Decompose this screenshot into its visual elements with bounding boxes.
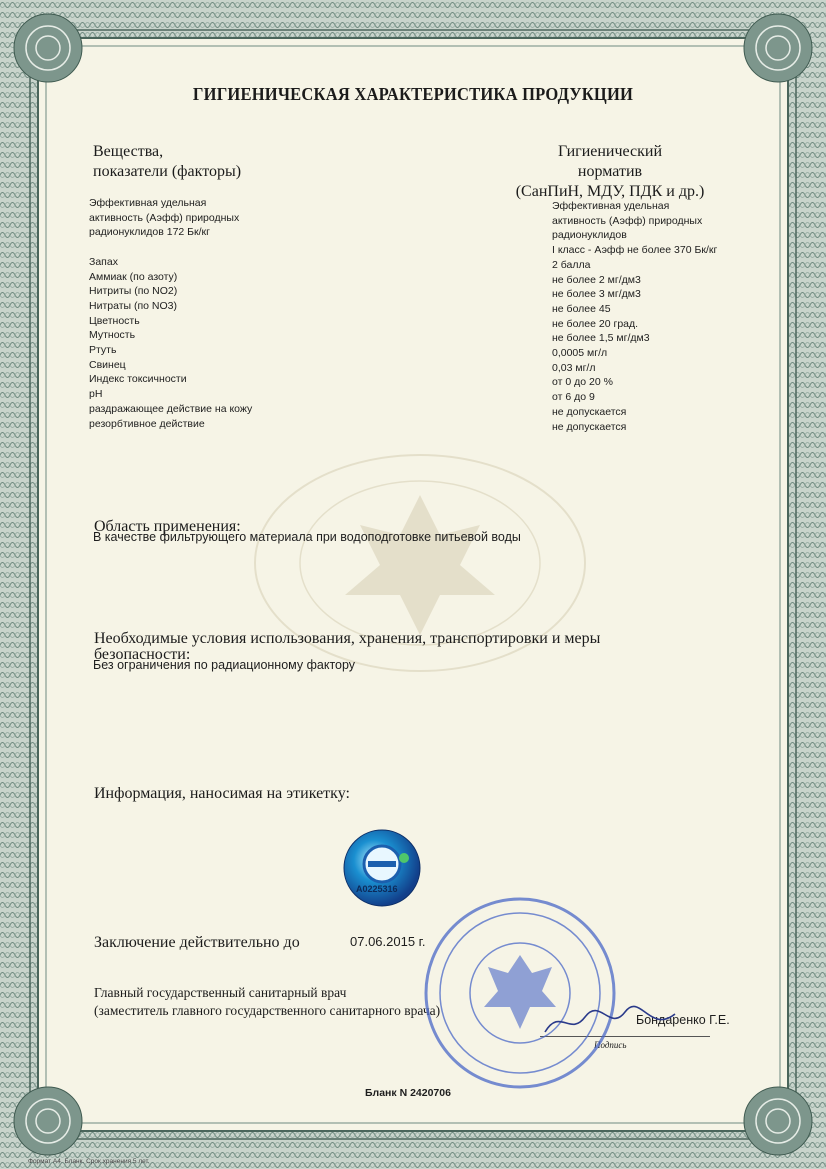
factor-item: Запах — [89, 255, 118, 268]
norms-list — [552, 199, 717, 434]
document-title: ГИГИЕНИЧЕСКАЯ ХАРАКТЕРИСТИКА ПРОДУКЦИИ — [192, 84, 634, 104]
factor-item: Ртуть — [89, 344, 117, 357]
factor-item: Мутность — [89, 329, 136, 342]
validity-label: Заключение действительно до — [94, 934, 300, 951]
norm-item: от 6 до 9 — [552, 391, 595, 404]
norm-item: не более 20 град. — [552, 317, 639, 330]
factors-list — [89, 196, 252, 431]
norm-item: 0,0005 мг/л — [552, 347, 608, 360]
validity-date: 07.06.2015 г. — [350, 934, 426, 949]
factors-header — [93, 142, 241, 182]
factor-item: Эффективная удельная — [89, 197, 207, 209]
factor-item — [89, 240, 252, 255]
factor-item: Индекс токсичности — [89, 373, 187, 386]
official-title: Главный государственный санитарный врач — [94, 985, 347, 1000]
form-number: Бланк N 2420706 — [365, 1087, 451, 1099]
norm-item: радионуклидов — [552, 229, 627, 242]
norm-item: не более 2 мг/дм3 — [552, 273, 641, 286]
norm-item: 2 балла — [552, 258, 591, 271]
hologram-code: A0225316 — [356, 884, 398, 894]
signer-name: Бондаренко Г.Е. — [636, 1013, 730, 1027]
factor-item: активность (Аэфф) природных — [89, 211, 240, 224]
norms-header-line: (СанПиН, МДУ, ПДК и др.) — [515, 183, 705, 200]
norm-item: I класс - Аэфф не более 370 Бк/кг — [552, 244, 718, 257]
signature-caption: Подпись — [594, 1040, 627, 1050]
conditions-text: Без ограничения по радиационному фактору — [93, 658, 356, 672]
factor-item: Свинец — [89, 358, 126, 371]
official-stamp — [422, 895, 618, 1091]
conditions-heading-continued: безопасности: — [94, 646, 191, 663]
norms-header — [490, 142, 730, 202]
factor-item: Цветность — [89, 314, 140, 327]
application-heading: Область применения: — [94, 518, 241, 535]
footer-note: Формат А4. Бланк. Срок хранения 5 лет. — [28, 1158, 150, 1165]
factor-item: резорбтивное действие — [89, 417, 205, 430]
application-text: В качестве фильтрующего материала при водоподготовке питьевой воды — [93, 530, 521, 544]
norm-item: не допускается — [552, 420, 627, 433]
norm-item: от 0 до 20 % — [552, 376, 613, 389]
factor-item: Нитраты (по NO3) — [89, 299, 178, 312]
norm-item: не более 45 — [552, 302, 611, 315]
factor-item: pH — [89, 388, 103, 401]
norm-item: 0,03 мг/л — [552, 361, 596, 374]
norm-item: активность (Аэфф) природных — [552, 214, 703, 227]
norms-header-line: Гигиенический — [557, 143, 663, 160]
hologram-sticker — [338, 828, 426, 908]
norm-item: не более 1,5 мг/дм3 — [552, 332, 650, 345]
norm-item: не допускается — [552, 405, 627, 418]
factor-item: Аммиак (по азоту) — [89, 270, 178, 283]
official-subtitle: (заместитель главного государственного санитарного врача) — [94, 1003, 441, 1018]
factor-item: раздражающее действие на кожу — [89, 402, 253, 415]
factor-item: радионуклидов 172 Бк/кг — [89, 226, 210, 239]
factors-header-line: Вещества, — [93, 143, 164, 160]
label-info-heading: Информация, наносимая на этикетку: — [94, 785, 350, 802]
norm-item: Эффективная удельная — [552, 200, 670, 212]
factors-header-line: показатели (факторы) — [93, 163, 242, 180]
factor-item: Нитриты (по NO2) — [89, 285, 178, 298]
conditions-heading: Необходимые условия использования, хранения, транспортировки и меры — [94, 630, 601, 647]
norms-header-line: норматив — [577, 163, 643, 180]
handwritten-signature — [540, 1002, 680, 1042]
norm-item: не более 3 мг/дм3 — [552, 288, 641, 301]
